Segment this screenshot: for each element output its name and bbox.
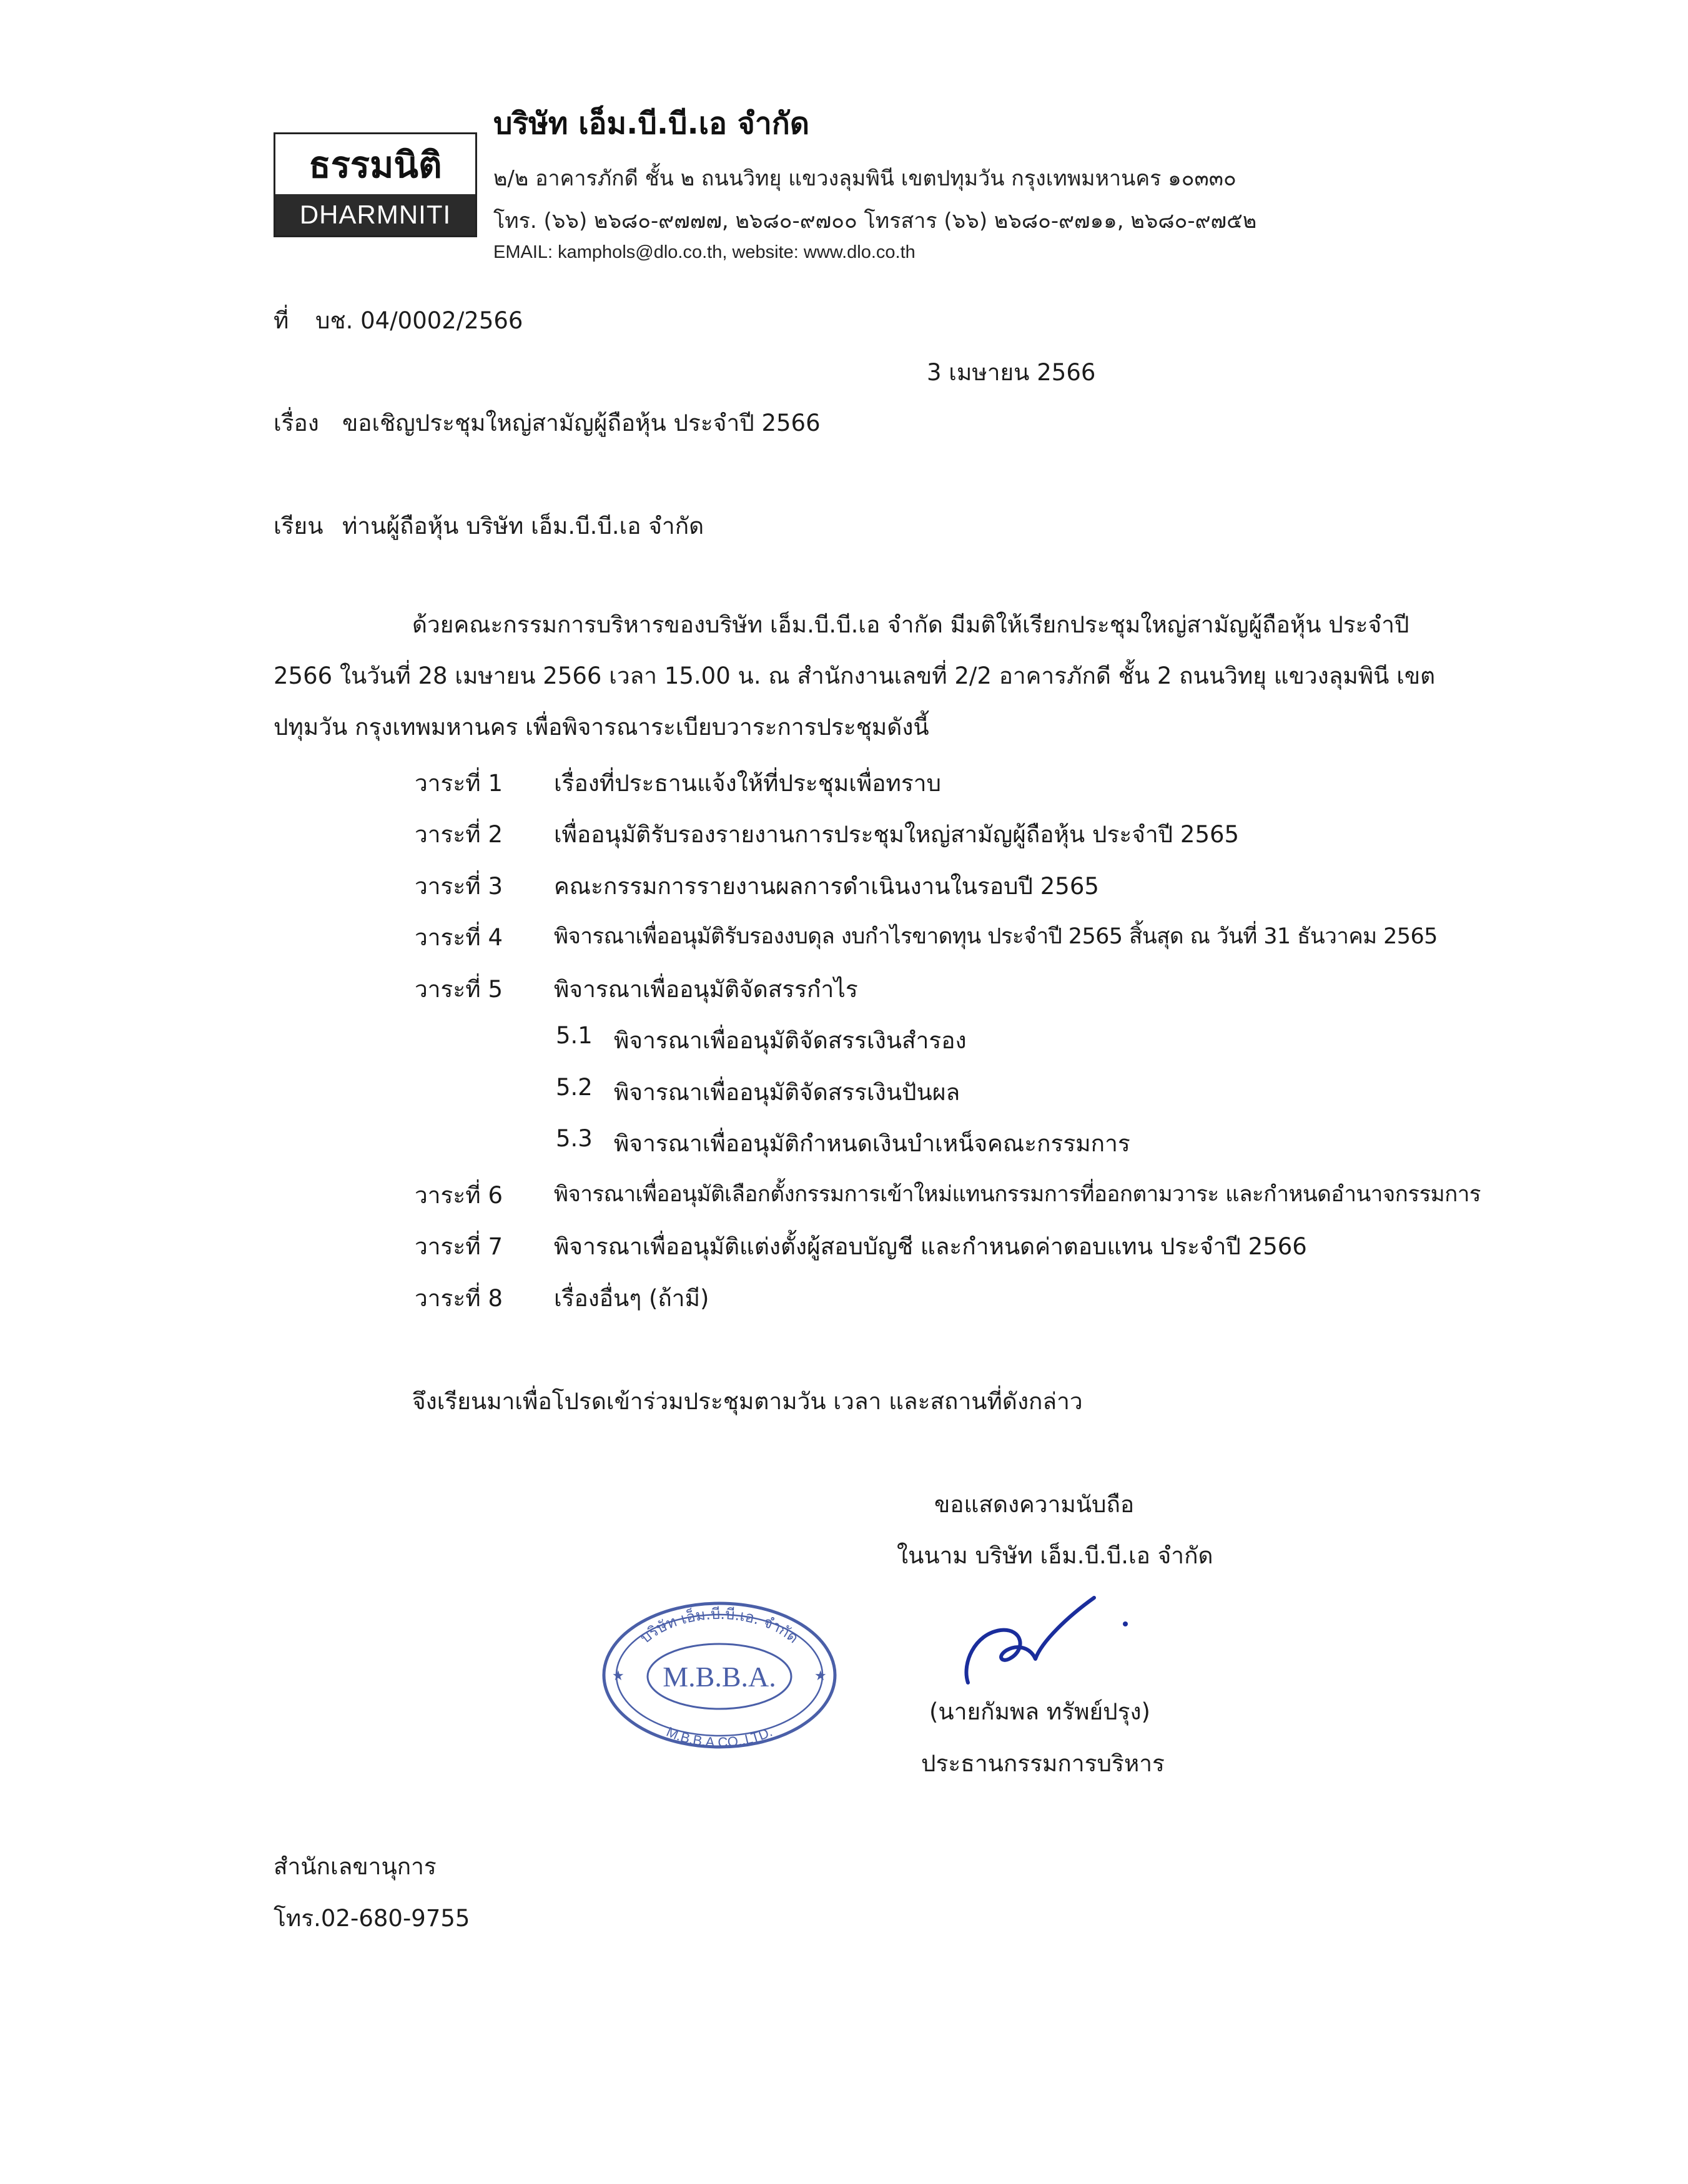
on-behalf-text: ในนาม บริษัท เอ็ม.บี.บี.เอ จำกัด (897, 1542, 1213, 1569)
sub-agenda-number: 5.1 (556, 1022, 593, 1049)
agenda-item: เพื่ออนุมัติรับรองรายงานการประชุมใหญ่สามัญผู้ถือหุ้น ประจำปี 2565 (554, 821, 1240, 848)
to-label: เรียน (274, 513, 323, 539)
agenda-number: วาระที่ 2 (415, 821, 503, 848)
agenda-item: พิจารณาเพื่ออนุมัติแต่งตั้งผู้สอบบัญชี และกำหนดค่าตอบแทน ประจำปี 2566 (554, 1233, 1307, 1260)
ref-number: บช. 04/0002/2566 (315, 307, 523, 334)
agenda-item: พิจารณาเพื่ออนุมัติจัดสรรกำไร (554, 976, 858, 1003)
subject-label: เรื่อง (274, 410, 319, 436)
agenda-number: วาระที่ 5 (415, 976, 503, 1003)
company-address: ๒/๒ อาคารภักดี ชั้น ๒ ถนนวิทยุ แขวงลุมพินี เขตปทุมวัน กรุงเทพมหานคร ๑๐๓๓๐ (493, 166, 1236, 191)
agenda-item: เรื่องที่ประธานแจ้งให้ที่ประชุมเพื่อทราบ (554, 770, 942, 797)
agenda-item: พิจารณาเพื่ออนุมัติเลือกตั้งกรรมการเข้าใหม่แทนกรรมการที่ออกตามวาระ และกำหนดอำนาจกรรมการ (554, 1182, 1481, 1207)
agenda-item: พิจารณาเพื่ออนุมัติรับรองงบดุล งบกำไรขาดทุน ประจำปี 2565 สิ้นสุด ณ วันที่ 31 ธันวาคม 2565 (554, 924, 1438, 949)
footer-office: สำนักเลขานุการ (274, 1853, 437, 1880)
company-email: EMAIL: kamphols@dlo.co.th, website: www.dlo.co.th (493, 242, 916, 262)
logo-thai-text: ธรรมนิติ (308, 143, 442, 186)
seal-bottom-text: M.B.B.A.CO.,LTD. (664, 1723, 775, 1751)
letter-date: 3 เมษายน 2566 (927, 359, 1096, 386)
agenda-number: วาระที่ 6 (415, 1182, 503, 1209)
logo-english-text: DHARMNITI (275, 194, 475, 235)
seal-center-text: M.B.B.A. (663, 1661, 776, 1693)
signatory-name: (นายกัมพล ทรัพย์ปรุง) (929, 1698, 1150, 1725)
dharmniti-logo (274, 132, 477, 237)
regards-text: ขอแสดงความนับถือ (934, 1491, 1135, 1518)
intro-paragraph: ด้วยคณะกรรมการบริหารของบริษัท เอ็ม.บี.บี.เอ จำกัด มีมติให้เรียกประชุมใหญ่สามัญผู้ถือหุ้น ประจำปี 2566 ในวันที่ 28 เมษายน 2566 เวลา 15.00 น. ณ สำนักงานเลขที่ 2/2 อาคารภักดี ชั้น 2 ถนนวิทยุ แขวงลุมพินี เขตปทุมวัน กรุงเทพมหานคร เพื่อพิจารณาระเบียบวาระการประชุมดังนี้ (274, 611, 1436, 740)
sub-agenda-item: พิจารณาเพื่ออนุมัติจัดสรรเงินปันผล (614, 1079, 960, 1106)
agenda-item: คณะกรรมการรายงานผลการดำเนินงานในรอบปี 2565 (554, 873, 1099, 900)
subject-text: ขอเชิญประชุมใหญ่สามัญผู้ถือหุ้น ประจำปี 2566 (342, 410, 821, 436)
sub-agenda-number: 5.3 (556, 1125, 593, 1152)
to-text: ท่านผู้ถือหุ้น บริษัท เอ็ม.บี.บี.เอ จำกัด (342, 513, 704, 539)
agenda-number: วาระที่ 4 (415, 924, 503, 951)
company-phone: โทร. (๖๖) ๒๖๘๐-๙๗๗๗, ๒๖๘๐-๙๗๐๐ โทรสาร (๖๖) ๒๖๘๐-๙๗๑๑, ๒๖๘๐-๙๗๕๒ (493, 209, 1257, 234)
agenda-number: วาระที่ 3 (415, 873, 503, 900)
footer-phone: โทร.02-680-9755 (274, 1905, 470, 1932)
seal-star-right-icon: ★ (814, 1668, 827, 1684)
sub-agenda-item: พิจารณาเพื่ออนุมัติจัดสรรเงินสำรอง (614, 1027, 967, 1054)
agenda-number: วาระที่ 1 (415, 770, 503, 797)
sub-agenda-item: พิจารณาเพื่ออนุมัติกำหนดเงินบำเหน็จคณะกรรมการ (614, 1130, 1130, 1157)
seal-star-left-icon: ★ (612, 1668, 624, 1684)
handwritten-signature (949, 1595, 1149, 1689)
signatory-title: ประธานกรรมการบริหาร (921, 1750, 1165, 1777)
agenda-number: วาระที่ 8 (415, 1285, 503, 1312)
seal-top-text: บริษัท เอ็ม.บี.บี.เอ. จำกัด (636, 1605, 802, 1647)
sub-agenda-number: 5.2 (556, 1074, 593, 1101)
company-name: บริษัท เอ็ม.บี.บี.เอ จำกัด (493, 106, 810, 141)
closing-sentence: จึงเรียนมาเพื่อโปรดเข้าร่วมประชุมตามวัน เวลา และสถานที่ดังกล่าว (412, 1388, 1083, 1415)
company-seal-stamp (595, 1597, 844, 1753)
agenda-item: เรื่องอื่นๆ (ถ้ามี) (554, 1285, 709, 1312)
ref-label: ที่ (274, 307, 289, 334)
agenda-number: วาระที่ 7 (415, 1233, 503, 1260)
